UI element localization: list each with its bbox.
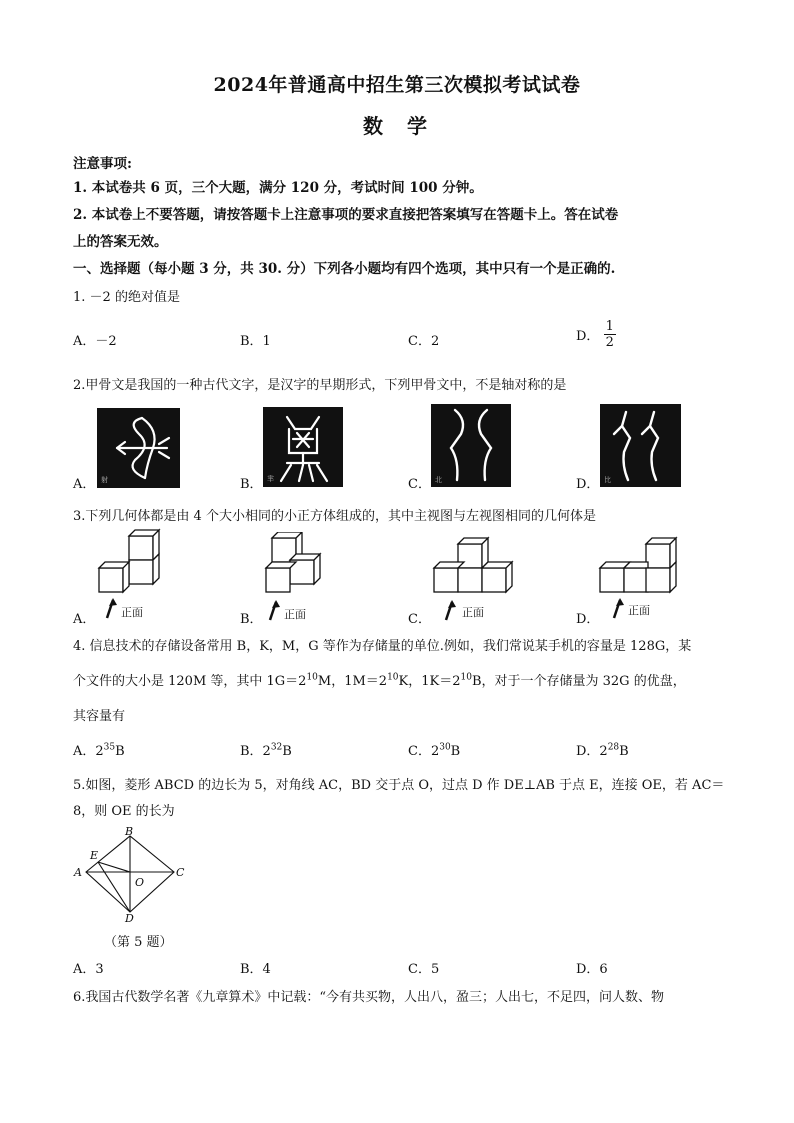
q1-option-d-numerator: 1 [605,319,614,334]
notes-item-2b: 上的答案无效。 [73,234,168,250]
q3-label-c: C． [408,612,431,627]
q2-label-b: B． [240,477,263,492]
q2-figure-c-caption: 北 [435,476,442,484]
q5-line-1: 5.如图，菱形 ABCD 的边长为 5，对角线 AC，BD 交于点 O，过点 D 作 DE⊥AB 于点 E，连接 OE，若 AC＝ [73,778,725,793]
q4-option-d [576,740,629,759]
paper-title: 2024年普通高中招生第三次模拟考试试卷 [213,74,581,96]
q4-option-b-unit: B [282,744,292,759]
q2-figure-d [600,404,681,487]
section-1-heading: 一、选择题（每小题 3 分，共 30. 分）下列各小题均有四个选项，其中只有一个是正确的. [73,261,616,277]
q1-option-a: A．－2 [73,334,117,349]
q4-option-c-label: C．2 [408,744,440,759]
q4-line-2-part-c: K，1K＝2 [398,674,461,689]
q3-stem: 3.下列几何体都是由 4 个大小相同的小正方体组成的，其中主视图与左视图相同的几何体是 [73,509,596,524]
q1-option-d-label: D． [576,329,600,344]
q2-figure-a [97,408,180,488]
q3-figure-d [596,536,686,624]
q4-option-b [240,740,292,759]
q5-point-e: E [90,849,99,862]
notes-heading: 注意事项: [73,156,132,172]
oracle-bone-mi-glyph [263,407,343,487]
q1-option-d [576,319,616,350]
q4-line-2-part-d: B，对于一个存储量为 32G 的优盘， [471,674,686,689]
q4-option-c-unit: B [450,744,461,759]
q5-point-a: A [74,866,82,879]
q5-line-2: 8，则 OE 的长为 [73,804,175,819]
q5-rhombus-figure [68,826,190,922]
q4-option-d-exp: 28 [607,742,620,753]
q2-figure-b-caption: 芈 [267,475,274,483]
q5-point-b: B [125,826,134,838]
q2-label-d: D． [576,477,600,492]
q3-figure-d-front-label: 正面 [628,604,650,617]
q2-figure-b [263,407,343,487]
notes-item-2a: 2. 本试卷上不要答题，请按答题卡上注意事项的要求直接把答案填写在答题卡上。答在试卷 [73,207,619,223]
q4-option-c [408,740,460,759]
q2-stem: 2.甲骨文是我国的一种古代文字，是汉字的早期形式，下列甲骨文中，不是轴对称的是 [73,378,567,393]
q1-option-d-fraction [604,319,616,350]
q4-option-d-unit: B [619,744,629,759]
q4-option-b-label: B．2 [240,744,271,759]
paper-subject: 数学 [363,114,451,138]
q3-figure-a [93,528,173,624]
q5-option-d: D．6 [576,962,608,977]
q3-label-b: B． [240,612,263,627]
oracle-bone-bei-glyph [431,404,511,487]
q4-exponent-2: 10 [387,672,399,683]
q2-label-a: A． [73,477,96,492]
oracle-bone-bi-glyph [600,404,681,487]
q1-option-d-denominator: 2 [605,335,614,350]
q5-point-c: C [176,866,185,879]
q5-option-c: C．5 [408,962,440,977]
q4-line-2-part-b: M，1M＝2 [317,674,388,689]
q2-figure-a-caption: 射 [101,476,108,484]
q4-option-b-exp: 32 [270,742,283,753]
q3-figure-c [430,536,520,624]
q4-line-3: 其容量有 [73,709,126,724]
q4-option-a-unit: B [115,744,125,759]
q3-label-d: D． [576,612,600,627]
q3-figure-b [260,532,340,624]
q4-option-c-exp: 30 [439,742,451,753]
q5-option-b: B．4 [240,962,271,977]
q6-line-1: 6.我国古代数学名著《九章算术》中记载：“今有共买物，人出八，盈三；人出七，不足四，问人数、物 [73,990,665,1005]
oracle-bone-she-glyph [97,408,180,488]
q4-line-2-part-a: 个文件的大小是 120M 等，其中 1G＝2 [73,674,307,689]
q5-option-a: A．3 [73,962,104,977]
q3-figure-b-front-label: 正面 [284,608,306,621]
q4-option-d-label: D．2 [576,744,608,759]
q3-label-a: A． [73,612,96,627]
q4-exponent-1: 10 [306,672,318,683]
q2-figure-c [431,404,511,487]
q5-point-d: D [125,912,134,922]
q4-option-a-exp: 35 [103,742,116,753]
q4-option-a-label: A．2 [73,744,104,759]
q5-point-o: O [135,876,145,889]
q2-figure-d-caption: 比 [604,476,611,484]
q2-label-c: C． [408,477,431,492]
q1-option-c: C．2 [408,334,440,349]
q3-figure-c-front-label: 正面 [462,606,484,619]
q5-figure-caption: （第 5 题） [104,935,173,950]
q3-figure-a-front-label: 正面 [121,606,143,619]
q4-option-a [73,740,125,759]
q4-line-2 [73,670,686,689]
notes-item-1: 1. 本试卷共 6 页，三个大题，满分 120 分，考试时间 100 分钟。 [73,180,483,196]
q1-stem: 1. －2 的绝对值是 [73,290,180,305]
q1-option-b: B．1 [240,334,271,349]
q4-line-1: 4. 信息技术的存储设备常用 B，K，M，G 等作为存储量的单位.例如，我们常说某手机的容量是 128G，某 [73,639,692,654]
q4-exponent-3: 10 [460,672,472,683]
